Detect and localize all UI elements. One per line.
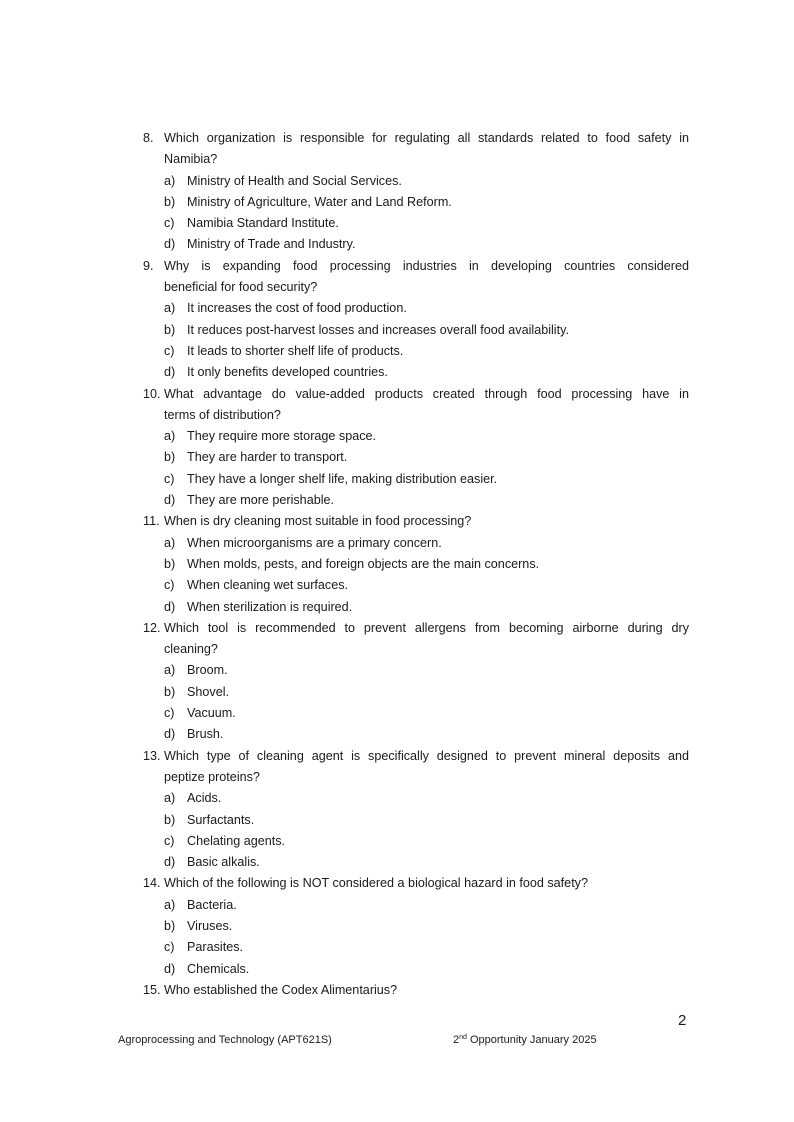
option-letter: c) [164, 471, 175, 486]
option-text: When microorganisms are a primary concern. [187, 535, 442, 550]
option-letter: d) [164, 365, 176, 380]
option-text: Bacteria. [187, 897, 237, 912]
option-letter: d) [164, 961, 176, 976]
option-text: They are harder to transport. [187, 450, 348, 465]
question-line [143, 405, 689, 426]
option-letter: c) [164, 578, 175, 593]
option-text: Parasites. [187, 940, 243, 955]
option-text: Surfactants. [187, 812, 255, 827]
question [143, 746, 689, 874]
option-letter: c) [164, 216, 175, 231]
option-text: Chemicals. [187, 961, 250, 976]
option-letter: d) [164, 855, 176, 870]
option-text: When sterilization is required. [187, 599, 353, 614]
answer-option [143, 660, 689, 681]
question-number: 15. [143, 982, 161, 997]
question [143, 873, 689, 979]
answer-option [143, 682, 689, 703]
question [143, 618, 689, 746]
option-letter: c) [164, 343, 175, 358]
option-letter: d) [164, 599, 176, 614]
option-text: Vacuum. [187, 706, 236, 721]
option-letter: d) [164, 237, 176, 252]
option-letter: a) [164, 173, 176, 188]
footer-opportunity-num: 2 [453, 1034, 460, 1046]
option-text: Namibia Standard Institute. [187, 216, 339, 231]
question-text: Which tool is recommended to prevent allergens from becoming airborne during dry [164, 620, 689, 635]
option-text: Ministry of Health and Social Services. [187, 173, 402, 188]
option-letter: b) [164, 450, 176, 465]
answer-option [143, 575, 689, 596]
question [143, 256, 689, 384]
question-text: Which type of cleaning agent is specifically designed to prevent mineral deposits and [164, 748, 689, 763]
footer-opportunity-text: Opportunity January 2025 [466, 1034, 597, 1046]
question-text: Which organization is responsible for regulating all standards related to food safety in [164, 131, 689, 145]
answer-option [143, 234, 689, 255]
question [143, 980, 689, 1001]
option-text: When molds, pests, and foreign objects are the main concerns. [187, 556, 540, 571]
answer-option [143, 597, 689, 618]
answer-option [143, 810, 689, 831]
option-text: Basic alkalis. [187, 855, 260, 870]
answer-option [143, 490, 689, 511]
answer-option [143, 895, 689, 916]
option-letter: a) [164, 791, 176, 806]
option-text: They are more perishable. [187, 493, 334, 508]
question-line [143, 618, 689, 639]
option-text: Chelating agents. [187, 833, 286, 848]
question-text: cleaning? [164, 642, 218, 657]
answer-option [143, 320, 689, 341]
option-letter: b) [164, 556, 176, 571]
answer-option [143, 171, 689, 192]
answer-option [143, 554, 689, 575]
option-letter: c) [164, 940, 175, 955]
question-text: beneficial for food security? [164, 280, 318, 295]
option-text: Viruses. [187, 918, 233, 933]
question-line [143, 511, 689, 532]
question-number: 11. [143, 514, 160, 529]
option-text: When cleaning wet surfaces. [187, 578, 349, 593]
option-text: They have a longer shelf life, making distribution easier. [187, 471, 498, 486]
question-number: 8. [143, 131, 154, 145]
answer-option [143, 192, 689, 213]
question-line [143, 277, 689, 298]
question-number: 13. [143, 748, 161, 763]
answer-option [143, 533, 689, 554]
question [143, 384, 689, 512]
option-letter: a) [164, 429, 176, 444]
option-letter: a) [164, 535, 176, 550]
answer-option [143, 362, 689, 383]
option-letter: a) [164, 301, 176, 316]
question [143, 128, 689, 256]
question-line [143, 149, 689, 170]
question-line [143, 980, 689, 1001]
answer-option [143, 959, 689, 980]
option-text: It only benefits developed countries. [187, 365, 388, 380]
answer-option [143, 213, 689, 234]
footer-course: Agroprocessing and Technology (APT621S) [118, 1034, 332, 1046]
option-text: Ministry of Trade and Industry. [187, 237, 356, 252]
page-number: 2 [678, 1012, 687, 1029]
question-text: peptize proteins? [164, 769, 260, 784]
option-letter: c) [164, 706, 175, 721]
answer-option [143, 341, 689, 362]
question-number: 14. [143, 876, 161, 891]
answer-option [143, 831, 689, 852]
question-number: 10. [143, 386, 161, 401]
option-text: Shovel. [187, 684, 230, 699]
option-letter: d) [164, 727, 176, 742]
question-text: Namibia? [164, 152, 218, 167]
question-line [143, 639, 689, 660]
question-line [143, 256, 689, 277]
answer-option [143, 937, 689, 958]
option-letter: a) [164, 663, 176, 678]
question-list [143, 128, 689, 1001]
answer-option [143, 426, 689, 447]
question-line [143, 746, 689, 767]
option-text: Broom. [187, 663, 228, 678]
option-letter: b) [164, 194, 176, 209]
question [143, 511, 689, 617]
footer-opportunity [453, 1034, 597, 1046]
option-letter: d) [164, 493, 176, 508]
option-letter: b) [164, 684, 176, 699]
option-letter: c) [164, 833, 175, 848]
answer-option [143, 469, 689, 490]
question-line [143, 873, 689, 894]
question-text: terms of distribution? [164, 407, 281, 422]
option-text: It reduces post-harvest losses and increases overall food availability. [187, 322, 569, 337]
question-line [143, 384, 689, 405]
option-letter: a) [164, 897, 176, 912]
answer-option [143, 852, 689, 873]
option-text: Brush. [187, 727, 224, 742]
question-text: When is dry cleaning most suitable in food processing? [164, 514, 472, 529]
answer-option [143, 703, 689, 724]
question-text: Who established the Codex Alimentarius? [164, 982, 398, 997]
answer-option [143, 788, 689, 809]
question-number: 9. [143, 258, 154, 273]
footer-opportunity-sup: nd [459, 1034, 467, 1041]
option-letter: b) [164, 918, 176, 933]
question-number: 12. [143, 620, 161, 635]
option-letter: b) [164, 812, 176, 827]
option-text: They require more storage space. [187, 429, 376, 444]
question-text: What advantage do value-added products created through food processing have in [164, 386, 689, 401]
option-text: Ministry of Agriculture, Water and Land Reform. [187, 194, 452, 209]
answer-option [143, 916, 689, 937]
answer-option [143, 298, 689, 319]
option-text: It increases the cost of food production. [187, 301, 407, 316]
option-letter: b) [164, 322, 176, 337]
answer-option [143, 447, 689, 468]
question-line [143, 128, 689, 149]
question-line [143, 767, 689, 788]
question-text: Why is expanding food processing industries in developing countries considered [164, 258, 689, 273]
option-text: Acids. [187, 791, 222, 806]
option-text: It leads to shorter shelf life of products. [187, 343, 404, 358]
answer-option [143, 724, 689, 745]
question-text: Which of the following is NOT considered a biological hazard in food safety? [164, 876, 588, 891]
